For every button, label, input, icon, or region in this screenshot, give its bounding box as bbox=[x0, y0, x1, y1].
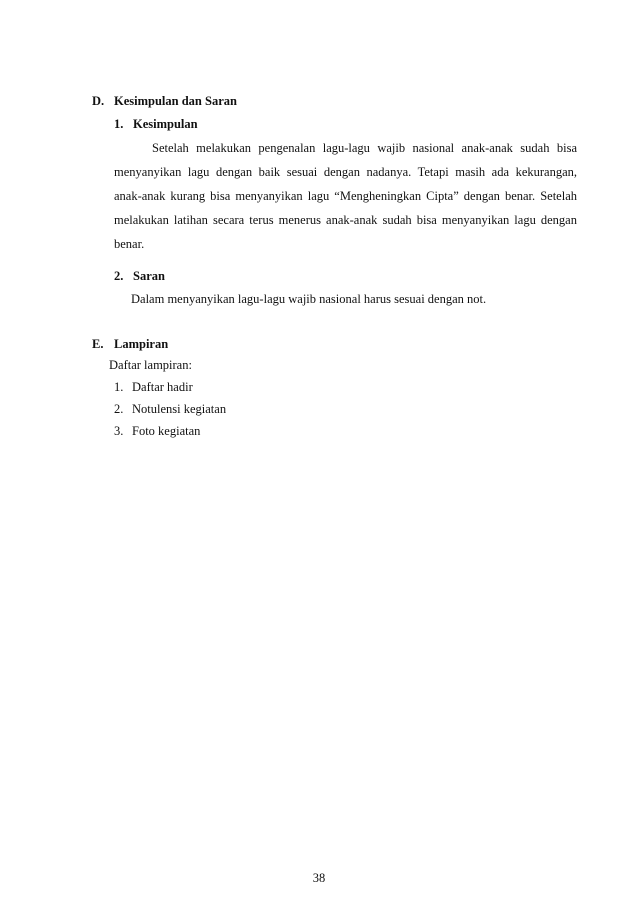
kesimpulan-line: menyanyikan lagu dengan baik sesuai dengan nadanya. Tetapi masih ada kekurangan, bbox=[114, 165, 577, 179]
saran-number: 2. bbox=[114, 269, 124, 283]
list-item: Daftar hadir bbox=[132, 380, 193, 394]
kesimpulan-line: melakukan latihan secara terus menerus anak-anak sudah bisa menyanyikan lagu dengan bbox=[114, 213, 577, 227]
kesimpulan-paragraph bbox=[114, 136, 577, 256]
section-d-label: D. bbox=[92, 94, 105, 108]
list-item-number: 3. bbox=[114, 424, 124, 438]
section-d-title: Kesimpulan dan Saran bbox=[114, 94, 237, 108]
section-e-title: Lampiran bbox=[114, 337, 169, 351]
section-e-label: E. bbox=[92, 337, 104, 351]
list-item-number: 2. bbox=[114, 402, 124, 416]
lampiran-intro: Daftar lampiran: bbox=[109, 358, 192, 372]
page-number: 38 bbox=[312, 871, 326, 885]
kesimpulan-line: Setelah melakukan pengenalan lagu-lagu wajib nasional anak-anak sudah bisa bbox=[152, 141, 577, 155]
list-item-number: 1. bbox=[114, 380, 124, 394]
kesimpulan-title: Kesimpulan bbox=[133, 117, 198, 131]
kesimpulan-line: benar. bbox=[114, 237, 145, 251]
kesimpulan-line: anak-anak kurang bisa menyanyikan lagu “Mengheningkan Cipta” dengan benar. Setelah bbox=[114, 189, 577, 203]
list-item: Notulensi kegiatan bbox=[132, 402, 227, 416]
list-item: Foto kegiatan bbox=[132, 424, 201, 438]
saran-text: Dalam menyanyikan lagu-lagu wajib nasional harus sesuai dengan not. bbox=[131, 292, 487, 306]
kesimpulan-number: 1. bbox=[114, 117, 124, 131]
saran-title: Saran bbox=[133, 269, 165, 283]
